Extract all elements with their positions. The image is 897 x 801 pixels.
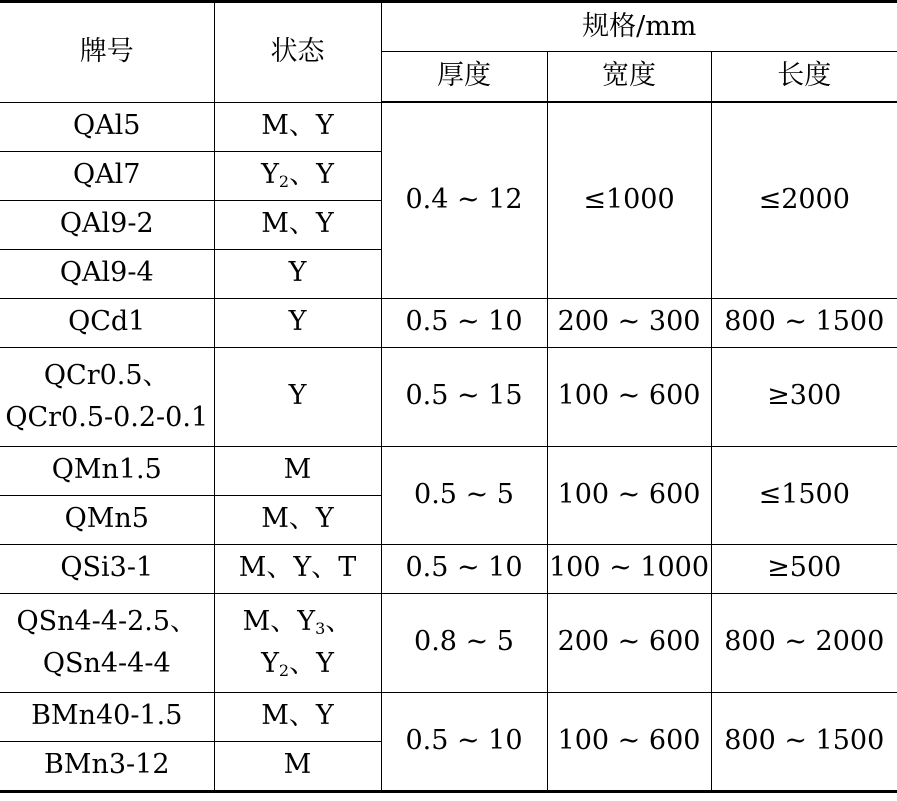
thickness-cell: 0.5 ~ 10 [381, 544, 547, 593]
width-cell: 100 ~ 600 [547, 446, 711, 544]
state-cell: Y [214, 298, 381, 347]
header-width: 宽度 [547, 52, 711, 103]
state-cell: M、Y [214, 692, 381, 741]
state-cell [214, 151, 381, 200]
width-cell: ≤1000 [547, 102, 711, 298]
width-cell: 100 ~ 600 [547, 692, 711, 791]
table-row [0, 446, 897, 495]
state-cell [214, 593, 381, 692]
state-cell: M、Y [214, 200, 381, 249]
state-subscript: 2 [278, 660, 290, 680]
header-row-1 [0, 2, 897, 52]
header-grade: 牌号 [0, 2, 214, 103]
grade-cell: QAl9-4 [0, 249, 214, 298]
width-cell: 100 ~ 600 [547, 347, 711, 446]
thickness-cell: 0.5 ~ 10 [381, 298, 547, 347]
state-text: 、 [325, 605, 353, 637]
grade-cell: BMn3-12 [0, 741, 214, 791]
state-cell: M、Y [214, 102, 381, 151]
table-row [0, 102, 897, 151]
table-row [0, 347, 897, 446]
grade-cell: QMn1.5 [0, 446, 214, 495]
length-cell: ≤1500 [711, 446, 897, 544]
length-cell: ≤2000 [711, 102, 897, 298]
length-cell: 800 ~ 1500 [711, 692, 897, 791]
grade-cell: QMn5 [0, 495, 214, 544]
length-cell: 800 ~ 2000 [711, 593, 897, 692]
table-row [0, 593, 897, 692]
length-cell: ≥300 [711, 347, 897, 446]
table-row [0, 544, 897, 593]
table-row [0, 692, 897, 741]
state-line [215, 643, 381, 685]
length-cell: 800 ~ 1500 [711, 298, 897, 347]
thickness-cell: 0.5 ~ 15 [381, 347, 547, 446]
grade-cell [0, 593, 214, 692]
width-cell: 100 ~ 1000 [547, 544, 711, 593]
state-text: Y [261, 647, 279, 679]
state-text: 、Y [289, 159, 334, 191]
header-spec-group: 规格/mm [381, 2, 897, 52]
header-state: 状态 [214, 2, 381, 103]
grade-cell: QAl9-2 [0, 200, 214, 249]
state-cell: M [214, 446, 381, 495]
state-cell: M [214, 741, 381, 791]
header-length: 长度 [711, 52, 897, 103]
state-cell: Y [214, 249, 381, 298]
thickness-cell: 0.5 ~ 10 [381, 692, 547, 791]
grade-cell: QAl5 [0, 102, 214, 151]
grade-line: QSn4-4-2.5、 [16, 605, 198, 637]
thickness-cell: 0.5 ~ 5 [381, 446, 547, 544]
width-cell: 200 ~ 300 [547, 298, 711, 347]
length-cell: ≥500 [711, 544, 897, 593]
state-subscript: 2 [278, 172, 290, 192]
state-subscript: 3 [315, 618, 326, 638]
grade-line: QCr0.5-0.2-0.1 [5, 401, 209, 433]
grade-cell: QAl7 [0, 151, 214, 200]
grade-cell: QSi3-1 [0, 544, 214, 593]
state-cell: Y [214, 347, 381, 446]
state-cell: M、Y [214, 495, 381, 544]
width-cell: 200 ~ 600 [547, 593, 711, 692]
table-row [0, 298, 897, 347]
grade-cell: QCd1 [0, 298, 214, 347]
thickness-cell: 0.8 ~ 5 [381, 593, 547, 692]
grade-line: QCr0.5、 [43, 359, 170, 391]
state-text: Y [261, 159, 279, 191]
state-text: M、Y [242, 605, 316, 637]
state-line [215, 601, 381, 643]
grade-cell: BMn40-1.5 [0, 692, 214, 741]
state-cell: M、Y、T [214, 544, 381, 593]
state-text: 、Y [289, 647, 334, 679]
grade-cell [0, 347, 214, 446]
thickness-cell: 0.4 ~ 12 [381, 102, 547, 298]
header-thickness: 厚度 [381, 52, 547, 103]
grade-line: QSn4-4-4 [42, 647, 171, 679]
